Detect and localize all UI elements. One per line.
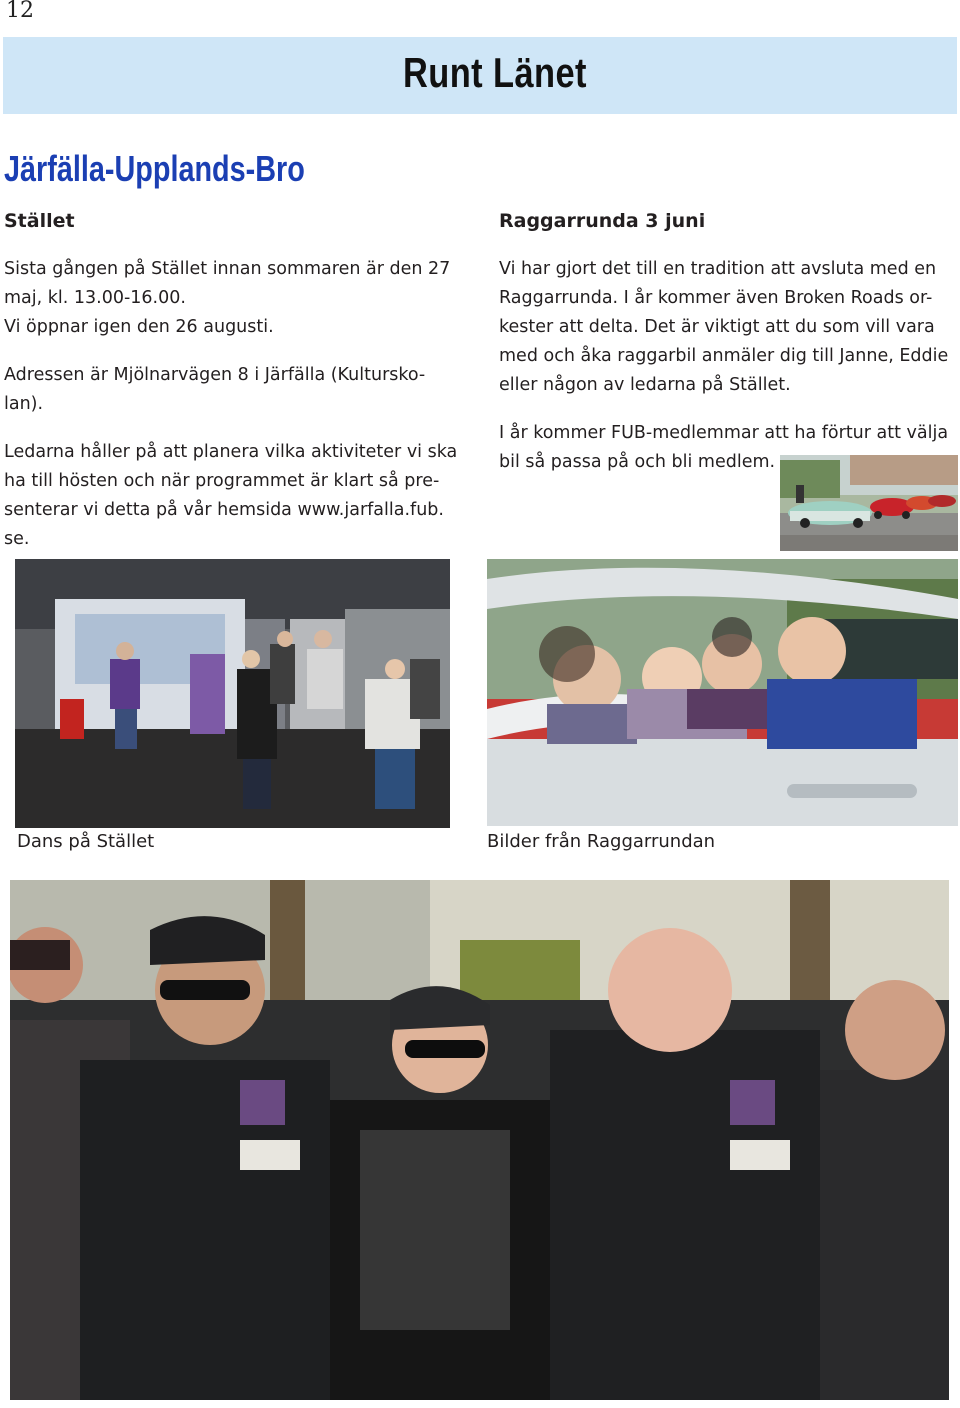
text-line: Raggarrunda. I år kommer även Broken Roads or- xyxy=(499,288,933,308)
left-paragraph-3 xyxy=(4,438,457,554)
text-line: eller någon av ledarna på Stället. xyxy=(499,375,791,395)
left-paragraph-1 xyxy=(4,255,450,342)
text-line: bil så passa på och bli medlem. xyxy=(499,452,776,472)
text-line: kester att delta. Det är viktigt att du som vill vara xyxy=(499,317,935,337)
page-number: 12 xyxy=(6,0,34,23)
text-line: Sista gången på Stället innan sommaren är den 27 xyxy=(4,259,451,279)
text-line: se. xyxy=(4,529,30,549)
text-line: Ledarna håller på att planera vilka aktiviteter vi ska xyxy=(4,442,458,462)
car-passengers-photo xyxy=(487,559,958,826)
left-heading: Stället xyxy=(4,210,75,232)
dance-caption: Dans på Stället xyxy=(17,831,155,852)
cars-caption: Bilder från Raggarrundan xyxy=(487,831,716,852)
region-title: Järfälla-Upplands-Bro xyxy=(4,148,305,189)
banner-title: Runt Länet xyxy=(403,49,587,96)
text-line: Vi öppnar igen den 26 augusti. xyxy=(4,317,274,337)
text-line: lan). xyxy=(4,394,44,414)
text-line: Adressen är Mjölnarvägen 8 i Järfälla (Kultursko- xyxy=(4,365,426,385)
text-line: med och åka raggarbil anmäler dig till Janne, Eddie xyxy=(499,346,949,366)
text-line: ha till hösten och när programmet är klart så pre- xyxy=(4,471,440,491)
car-row-photo xyxy=(780,455,958,551)
text-line: maj, kl. 13.00-16.00. xyxy=(4,288,186,308)
text-line: I år kommer FUB-medlemmar att ha förtur att välja xyxy=(499,423,949,443)
dance-photo xyxy=(15,559,450,828)
left-paragraph-2 xyxy=(4,361,425,419)
bikers-photo xyxy=(10,880,949,1400)
text-line: Vi har gjort det till en tradition att avsluta med en xyxy=(499,259,937,279)
right-heading: Raggarrunda 3 juni xyxy=(499,210,706,232)
text-line: senterar vi detta på vår hemsida www.jarfalla.fub. xyxy=(4,500,444,520)
right-paragraph-1 xyxy=(499,255,948,400)
